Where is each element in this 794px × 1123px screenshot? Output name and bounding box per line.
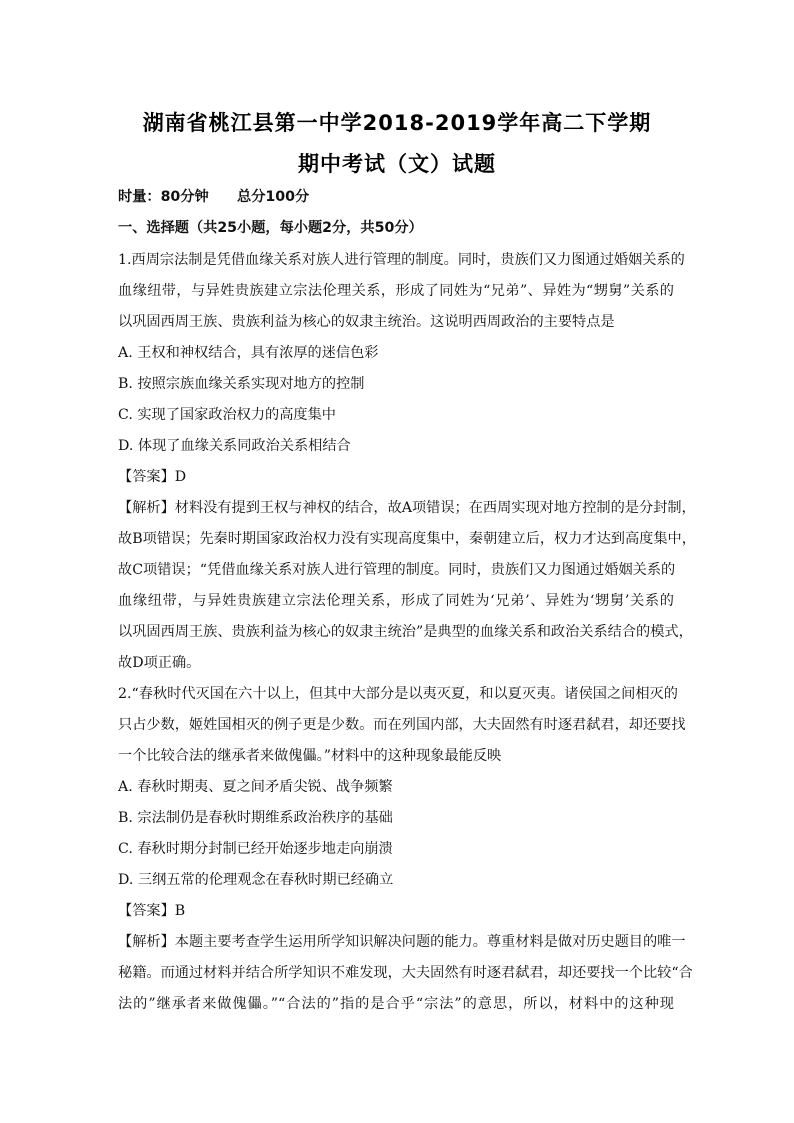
exam-title-line1: 湖南省桃江县第一中学2018-2019学年高二下学期	[142, 111, 652, 135]
q1-option-c: C. 实现了国家政治权力的高度集中	[118, 407, 336, 423]
q1-stem-line: 1.西周宗法制是凭借血缘关系对族人进行管理的制度。同时，贵族们又力图通过婚姻关系的	[118, 252, 685, 268]
q2-option-a: A. 春秋时期夷、夏之间矛盾尖锐、战争频繁	[118, 779, 393, 795]
q1-analysis-line: 故B项错误；先秦时期国家政治权力没有实现高度集中，秦朝建立后，权力才达到高度集中，	[118, 531, 696, 547]
q2-answer: 【答案】B	[118, 903, 186, 919]
q1-analysis-line: 故D项正确。	[118, 655, 201, 671]
q1-analysis-line: 【解析】材料没有提到王权与神权的结合，故A项错误；在西周实现对地方控制的是分封制，	[118, 500, 696, 516]
section-heading: 一、选择题（共25小题，每小题2分，共50分）	[118, 220, 423, 236]
q1-analysis-line: 血缘纽带，与异姓贵族建立宗法伦理关系，形成了同姓为‘兄弟’、异姓为‘甥舅’关系的	[118, 593, 674, 609]
q1-option-b: B. 按照宗族血缘关系实现对地方的控制	[118, 376, 365, 392]
q1-analysis-line: 故C项错误；“凭借血缘关系对族人进行管理的制度。同时，贵族们又力图通过婚姻关系的	[118, 562, 676, 578]
q1-stem-line: 血缘纽带，与异姓贵族建立宗法伦理关系，形成了同姓为“兄弟”、异姓为“甥舅”关系的	[118, 283, 674, 299]
q2-stem-line: 一个比较合法的继承者来做傀儡。”材料中的这种现象最能反映	[118, 748, 502, 764]
q1-stem-line: 以巩固西周王族、贵族利益为核心的奴隶主统治。这说明西周政治的主要特点是	[118, 314, 615, 330]
q1-analysis-line: 以巩固西周王族、贵族利益为核心的奴隶主统治”是典型的血缘关系和政治关系结合的模式，	[118, 624, 693, 640]
q2-stem-line: 2.“春秋时代灭国在六十以上，但其中大部分是以夷灭夏，和以夏灭夷。诸侯国之间相灭的	[118, 686, 678, 702]
q2-analysis-line: 法的”继承者来做傀儡。”“合法的”指的是合乎“宗法”的意思，所以，材料中的这种现	[118, 996, 674, 1012]
q2-option-b: B. 宗法制仍是春秋时期维系政治秩序的基础	[118, 810, 393, 826]
q1-option-d: D. 体现了血缘关系同政治关系相结合	[118, 438, 351, 454]
q2-stem-line: 只占少数，姬姓国相灭的例子更是少数。而在列国内部，大夫固然有时逐君弑君，却还要找	[118, 717, 686, 733]
q2-option-c: C. 春秋时期分封制已经开始逐步地走向崩溃	[118, 841, 393, 857]
q1-answer: 【答案】D	[118, 469, 187, 485]
q2-analysis-line: 秘籍。而通过材料并结合所学知识不难发现，大夫固然有时逐君弑君，却还要找一个比较“合	[118, 965, 693, 981]
q1-option-a: A. 王权和神权结合，具有浓厚的迷信色彩	[118, 345, 379, 361]
q2-analysis-line: 【解析】本题主要考查学生运用所学知识解决问题的能力。尊重材料是做对历史题目的唯一	[118, 934, 686, 950]
exam-meta: 时量：80分钟 总分100分	[118, 189, 310, 205]
q2-option-d: D. 三纲五常的伦理观念在春秋时期已经确立	[118, 872, 394, 888]
exam-title-line2: 期中考试（文）试题	[298, 152, 496, 176]
